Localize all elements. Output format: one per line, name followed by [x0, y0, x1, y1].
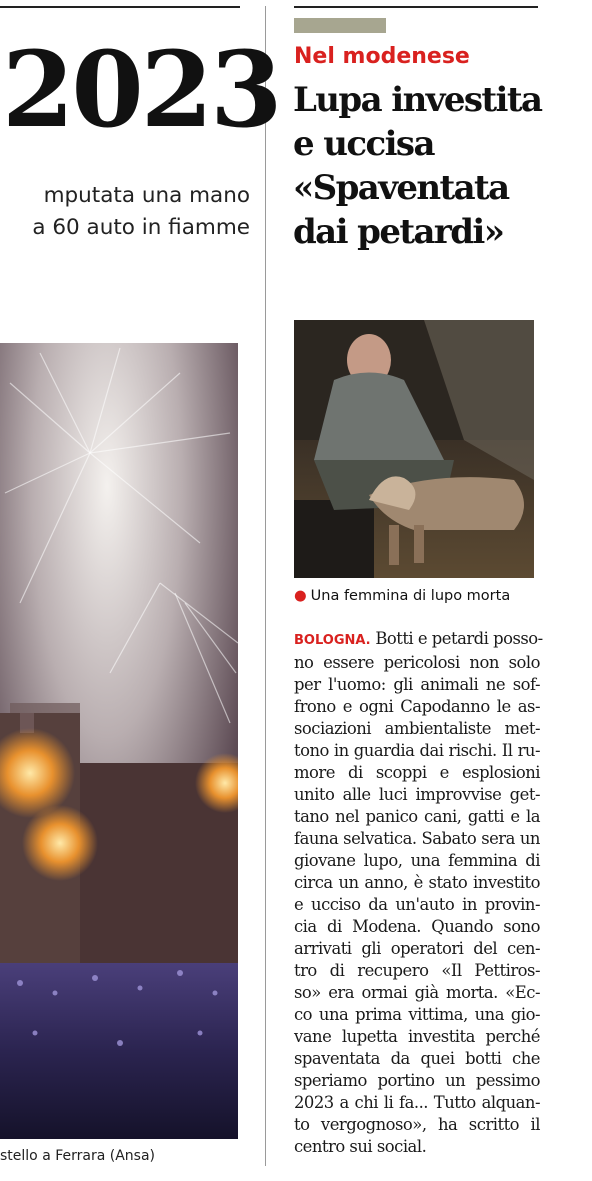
body-line-text: centro sui social.	[294, 1137, 427, 1156]
fireworks-photo	[0, 343, 238, 1139]
body-line	[294, 740, 540, 762]
body-line	[294, 828, 540, 850]
body-line	[294, 784, 540, 806]
body-line	[294, 938, 540, 960]
left-image-caption: stello a Ferrara (Ansa)	[0, 1148, 155, 1164]
body-line	[294, 674, 540, 696]
photo-caption-text: Una femmina di lupo morta	[310, 588, 511, 604]
body-line-text: spaventata da quei botti che	[294, 1049, 540, 1068]
section-tag-bar	[294, 18, 386, 33]
body-line	[294, 1004, 540, 1026]
article-body	[294, 628, 543, 1158]
body-line-text: giovane lupo, una femmina di	[294, 851, 540, 870]
body-line-text: fauna selvatica. Sabato sera un	[294, 829, 540, 848]
headline-line: Lupa investita	[293, 80, 542, 120]
body-line	[294, 628, 543, 652]
man-with-dead-wolf-photo	[294, 320, 534, 578]
body-line-text: tro di recupero «Il Pettiros-	[294, 961, 540, 980]
body-line-text: 2023 a chi li fa... Tutto alquan-	[294, 1093, 540, 1112]
body-line	[294, 762, 540, 784]
body-line	[294, 718, 540, 740]
top-rule-right	[294, 6, 538, 8]
body-line	[294, 1092, 540, 1114]
body-line	[294, 1136, 540, 1158]
column-divider	[265, 6, 266, 1166]
article-kicker: Nel modenese	[294, 44, 470, 69]
body-line-text: no essere pericolosi non solo	[294, 653, 540, 672]
top-rule-left	[0, 6, 240, 8]
body-line-text: e ucciso da un'auto in provin-	[294, 895, 540, 914]
body-line-text: unito alle luci improvvise get-	[294, 785, 540, 804]
body-line-text: cia di Modena. Quando sono	[294, 917, 540, 936]
body-line-text: vane lupetta investita perché	[294, 1027, 540, 1046]
photo-caption	[294, 586, 510, 606]
body-line	[294, 1048, 540, 1070]
body-line-text: speriamo portino un pessimo	[294, 1071, 540, 1090]
body-line-text: circa un anno, è stato investito	[294, 873, 540, 892]
body-line-text: frono e ogni Capodanno le as-	[294, 697, 540, 716]
body-line-text: so» era ormai già morta. «Ec-	[294, 983, 540, 1002]
body-line-text: per l'uomo: gli animali ne sof-	[294, 675, 540, 694]
body-line	[294, 1026, 540, 1048]
body-line	[294, 916, 540, 938]
body-line	[294, 1070, 540, 1092]
article-photo	[294, 320, 534, 578]
body-line-text: Botti e petardi posso-	[375, 629, 543, 648]
left-subhead-line: a 60 auto in fiamme	[32, 215, 250, 240]
body-line	[294, 696, 540, 718]
headline-line: e uccisa	[293, 124, 434, 164]
body-line-text: arrivati gli operatori del cen-	[294, 939, 540, 958]
article-headline	[293, 78, 543, 254]
fireworks-over-castle-photo	[0, 343, 238, 1139]
body-line	[294, 850, 540, 872]
bullet-dot-icon: ●	[294, 588, 307, 604]
body-line-text: tano nel panico cani, gatti e la	[294, 807, 540, 826]
headline-line: «Spaventata	[293, 168, 509, 208]
body-line-text: tono in guardia dai rischi. Il ru-	[294, 741, 540, 760]
body-line	[294, 894, 540, 916]
dateline: BOLOGNA.	[294, 633, 371, 648]
body-line	[294, 1114, 540, 1136]
body-line	[294, 872, 540, 894]
body-line-text: to vergognoso», ha scritto il	[294, 1115, 540, 1134]
body-line	[294, 960, 540, 982]
left-subhead	[0, 180, 250, 244]
body-line	[294, 806, 540, 828]
body-line-text: sociazioni ambientaliste met-	[294, 719, 540, 738]
left-subhead-line: mputata una mano	[43, 183, 250, 208]
body-line-text: more di scoppi e esplosioni	[294, 763, 540, 782]
year-headline: 2023	[2, 28, 280, 151]
body-line	[294, 982, 540, 1004]
body-line-text: co una prima vittima, una gio-	[294, 1005, 540, 1024]
body-line	[294, 652, 540, 674]
headline-line: dai petardi»	[293, 212, 504, 252]
